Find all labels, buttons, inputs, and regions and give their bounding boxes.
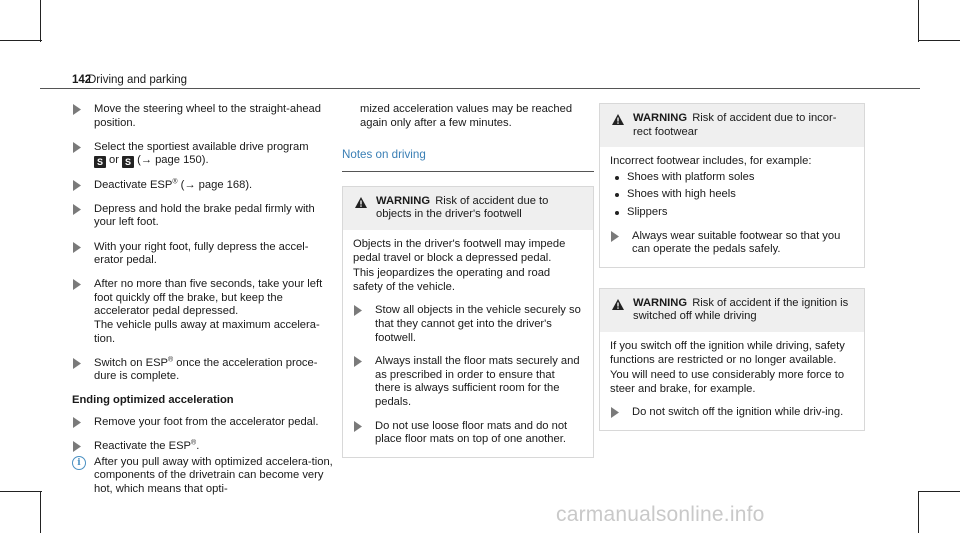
- warning-text: If you switch off the ignition while driving, safety functions are restricted or no longer available.: [610, 339, 845, 366]
- step-arrow-icon: [73, 142, 81, 153]
- warning-text: Incorrect footwear includes, for example:: [610, 155, 812, 168]
- instruction-step: [610, 406, 854, 420]
- instruction-step: [72, 179, 334, 193]
- list-item: Shoes with platform soles: [610, 171, 854, 185]
- registered-mark: ®: [172, 178, 178, 186]
- instruction-step: [72, 357, 334, 384]
- warning-word: WARNING: [633, 296, 688, 309]
- sport-badge-icon: S: [122, 156, 134, 168]
- warning-triangle-icon: [612, 114, 624, 125]
- step-arrow-icon: [73, 417, 81, 428]
- page-reference: (→ page 168).: [180, 178, 253, 191]
- step-text: Always install the floor mats securely and as prescribed in order to ensure that there is always sufficient room for the pedals.: [375, 355, 580, 408]
- sport-plus-badge-icon: S: [94, 156, 106, 168]
- instruction-step: [353, 355, 583, 409]
- step-text: Select the sportiest available drive program: [94, 140, 309, 153]
- step-arrow-icon: [611, 407, 619, 418]
- page-reference: (→ page 150).: [137, 154, 209, 167]
- step-arrow-icon: [73, 242, 81, 253]
- instruction-step: [353, 304, 583, 345]
- page-title: Driving and parking: [88, 74, 188, 86]
- step-arrow-icon: [73, 441, 81, 452]
- instruction-step: [72, 141, 334, 169]
- warning-heading: Risk of accident due to objects in the driver's footwell: [376, 194, 549, 221]
- registered-mark: ®: [191, 439, 197, 447]
- section-title: Notes on driving: [342, 148, 594, 172]
- step-text: Depress and hold the brake pedal firmly with your left foot.: [94, 202, 315, 229]
- crop-mark: [918, 0, 919, 42]
- period-text: .: [196, 440, 200, 453]
- warning-body: [600, 332, 864, 430]
- warning-box: [342, 186, 594, 458]
- list-item: Shoes with high heels: [610, 188, 854, 202]
- page-number: 142: [72, 74, 92, 86]
- warning-header: [343, 187, 593, 230]
- crop-mark: [0, 40, 42, 41]
- crop-mark: [918, 40, 960, 41]
- step-text: With your right foot, fully depress the accel-erator pedal.: [94, 240, 309, 267]
- continued-text: mized acceleration values may be reached again only after a few minutes.: [360, 103, 573, 129]
- instruction-step: [72, 103, 334, 130]
- instruction-step: [610, 230, 854, 257]
- step-text: After no more than five seconds, take your left foot quickly off the brake, but keep the accelerator pedal depressed.: [94, 278, 323, 318]
- instruction-step: [72, 203, 334, 230]
- step-text: Move the steering wheel to the straight-ahead position.: [94, 103, 321, 129]
- step-arrow-icon: [73, 279, 81, 290]
- step-arrow-icon: [73, 104, 81, 115]
- step-arrow-icon: [611, 231, 619, 242]
- warning-header: [600, 104, 864, 147]
- crop-mark: [918, 491, 919, 533]
- crop-mark: [40, 491, 41, 533]
- step-arrow-icon: [73, 358, 81, 369]
- info-note: [72, 456, 334, 497]
- crop-mark: [0, 491, 42, 492]
- instruction-step: [72, 416, 334, 430]
- bullet-list: [610, 171, 854, 220]
- instruction-step: [353, 420, 583, 447]
- step-text-suffix: once the acceleration proce-dure is complete.: [94, 356, 318, 383]
- subheading: Ending optimized acceleration: [72, 394, 234, 407]
- step-text: Do not switch off the ignition while driv-ing.: [632, 406, 844, 419]
- header-divider: [40, 88, 920, 89]
- warning-text: You will need to use considerably more force to steer and brake, for example.: [610, 369, 845, 395]
- note-text: After you pull away with optimized accelera-tion, components of the drivetrain can become very hot, which means that opti-: [94, 455, 333, 495]
- warning-header: [600, 289, 864, 332]
- middle-column: [342, 103, 594, 474]
- warning-word: WARNING: [376, 194, 431, 207]
- warning-box: [599, 288, 865, 431]
- crop-mark: [40, 0, 41, 42]
- step-text: Reactivate the ESP: [94, 440, 192, 453]
- warning-text: This jeopardizes the operating and road safety of the vehicle.: [353, 267, 551, 293]
- instruction-step: [72, 278, 334, 346]
- list-item: Slippers: [610, 206, 854, 220]
- step-arrow-icon: [73, 180, 81, 191]
- warning-triangle-icon: [612, 299, 624, 310]
- registered-mark: ®: [168, 355, 174, 363]
- crop-mark: [918, 491, 960, 492]
- step-arrow-icon: [354, 305, 362, 316]
- step-text: Remove your foot from the accelerator pedal.: [94, 416, 319, 428]
- step-text: Always wear suitable footwear so that you can operate the pedals safely.: [632, 229, 841, 256]
- info-icon: i: [72, 456, 86, 470]
- instruction-step: [72, 241, 334, 268]
- or-text: or: [109, 154, 119, 167]
- warning-box: [599, 103, 865, 268]
- warning-word: WARNING: [633, 112, 688, 124]
- step-text: Switch on ESP: [94, 356, 168, 369]
- instruction-step: [72, 440, 334, 454]
- step-text: Stow all objects in the vehicle securely so that they cannot get into the driver's footwell.: [375, 304, 581, 344]
- watermark: carmanualsonline.info: [556, 503, 765, 526]
- step-text: Do not use loose floor mats and do not place floor mats on top of one another.: [375, 419, 568, 446]
- step-arrow-icon: [354, 421, 362, 432]
- warning-triangle-icon: [355, 197, 367, 208]
- step-result: The vehicle pulls away at maximum accelera-tion.: [94, 319, 320, 345]
- warning-text: Objects in the driver's footwell may impede pedal travel or block a depressed pedal.: [353, 237, 566, 264]
- right-column: [599, 103, 865, 447]
- left-column: [72, 103, 334, 506]
- warning-heading: Risk of accident due to incor-rect footwear: [633, 112, 837, 138]
- warning-heading: Risk of accident if the ignition is switched off while driving: [633, 296, 849, 323]
- warning-body: [343, 230, 593, 457]
- warning-body: [600, 147, 864, 267]
- step-arrow-icon: [73, 204, 81, 215]
- step-text: Deactivate ESP: [94, 178, 173, 191]
- step-arrow-icon: [354, 356, 362, 367]
